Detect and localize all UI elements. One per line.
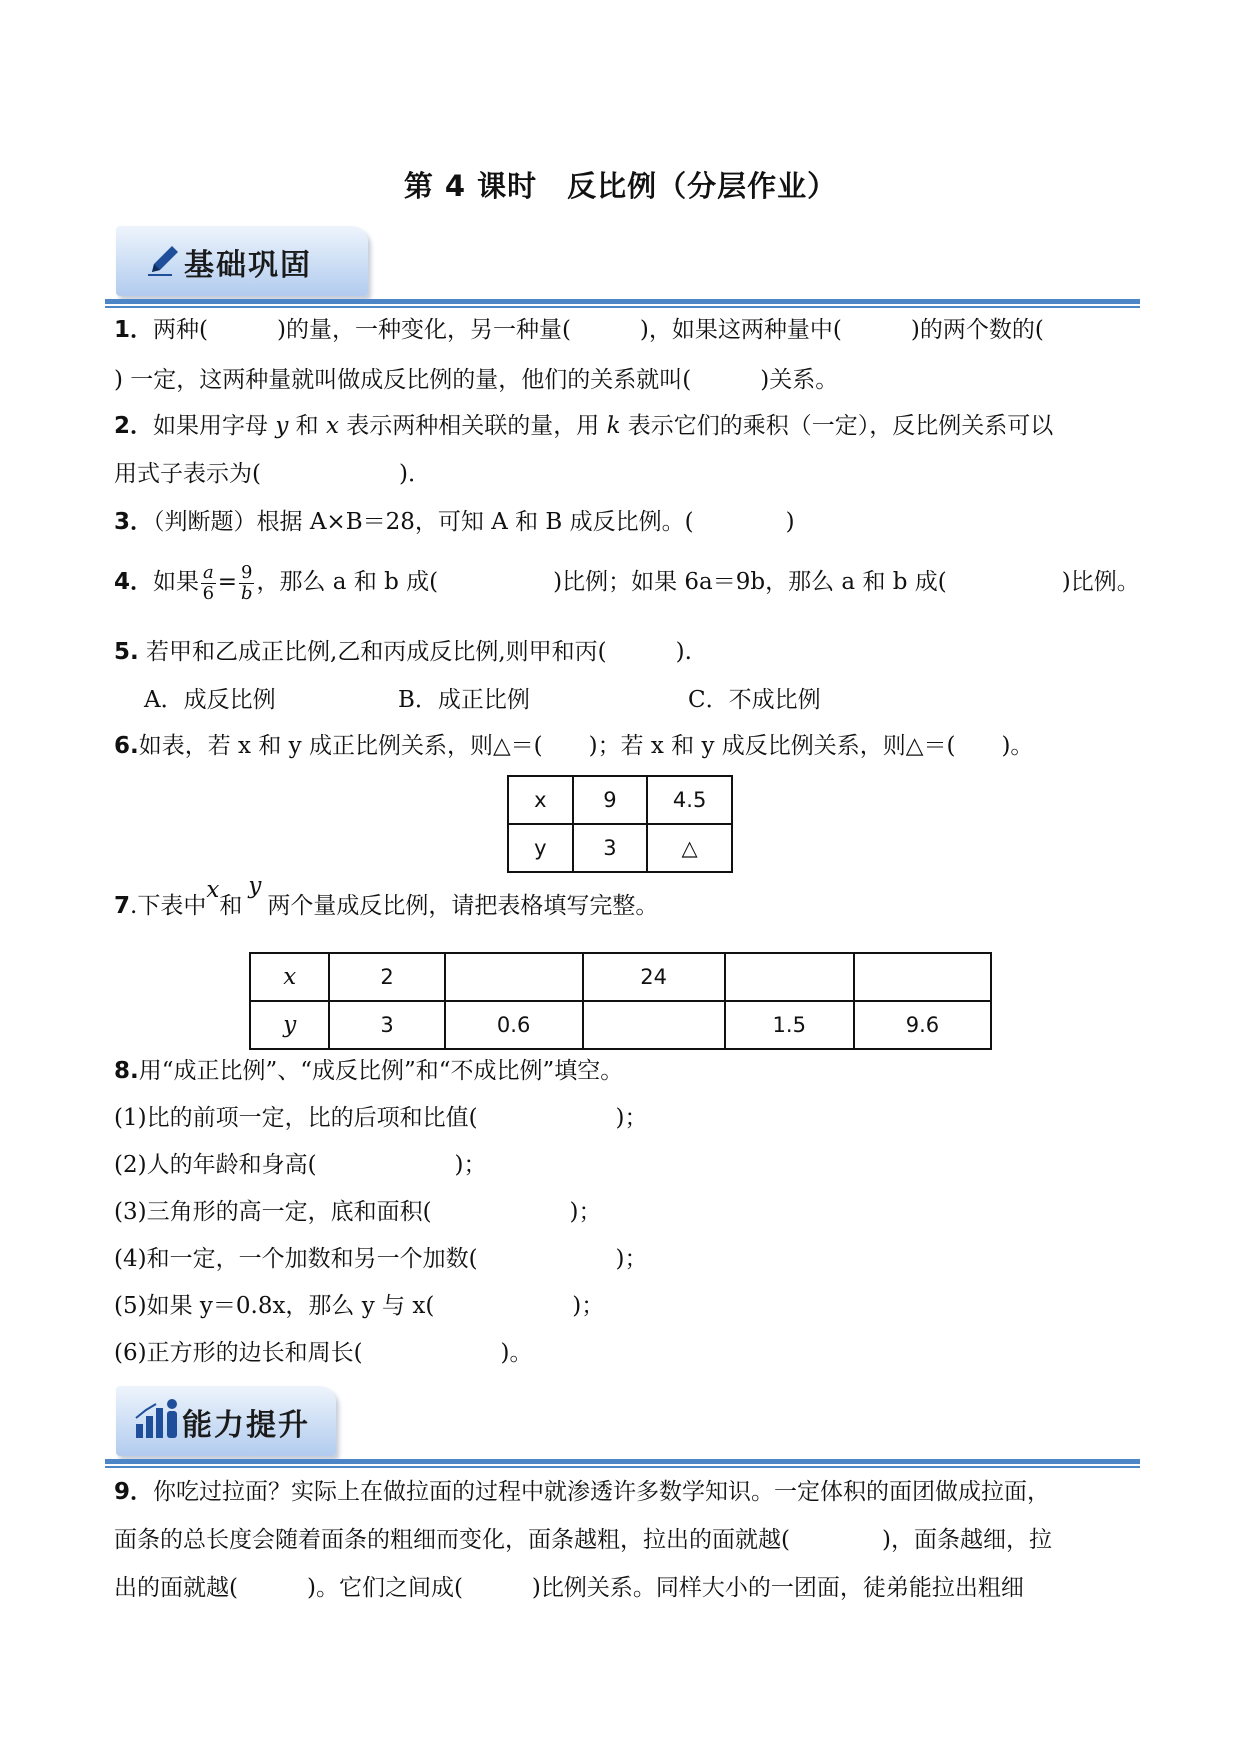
table-row — [250, 953, 991, 1001]
table-cell: 2 — [329, 953, 444, 1001]
table-cell — [725, 953, 854, 1001]
question-1-line-2: ) 一定，这两种量就叫做成反比例的量，他们的关系就叫( )关系。 — [114, 367, 839, 393]
question-2-line-2: 用式子表示为( )． — [114, 461, 431, 487]
table-cell: 4.5 — [647, 776, 732, 824]
question-5-option-b: B．成正比例 — [398, 687, 530, 713]
table-cell: △ — [647, 824, 732, 872]
question-3: 3．（判断题）根据 A×B＝28，可知 A 和 B 成反比例。( ) — [114, 509, 795, 535]
table-cell — [854, 953, 991, 1001]
question-8-item-6: (6)正方形的边长和周长( )。 — [114, 1340, 533, 1366]
section-divider — [105, 1459, 1140, 1464]
table-cell: x — [250, 953, 329, 1001]
question-8-item-2: (2)人的年龄和身高( )； — [114, 1152, 487, 1178]
question-5: 5. 若甲和乙成正比例,乙和丙成反比例,则甲和丙( ). — [114, 639, 692, 665]
table-cell: x — [508, 776, 573, 824]
question-9-line-3: 出的面就越( )。它们之间成( )比例关系。同样大小的一团面，徒弟能拉出粗细 — [114, 1575, 1024, 1601]
question-7-table — [249, 952, 992, 1050]
fraction-9-over-b: $\frac{9}{b}$ — [240, 561, 253, 604]
question-9-line-1: 9．你吃过拉面？实际上在做拉面的过程中就渗透许多数学知识。一定体积的面团做成拉面， — [114, 1479, 1051, 1505]
question-8-item-1: (1)比的前项一定，比的后项和比值( )； — [114, 1105, 648, 1131]
section-banner-basic — [116, 226, 368, 296]
section-divider-thin — [105, 1466, 1140, 1468]
question-8-item-4: (4)和一定，一个加数和另一个加数( )； — [114, 1246, 648, 1272]
table-cell: y — [250, 1001, 329, 1049]
table-row — [250, 1001, 991, 1049]
table-cell — [583, 1001, 725, 1049]
table-cell: 0.6 — [445, 1001, 583, 1049]
table-cell — [445, 953, 583, 1001]
section-label-basic: 基础巩固 — [184, 248, 312, 283]
question-6: 6.如表，若 x 和 y 成正比例关系，则△＝( )；若 x 和 y 成反比例关系，则△＝( )。 — [114, 733, 1034, 759]
table-row — [508, 776, 732, 824]
question-8-item-3: (3)三角形的高一定，底和面积( )； — [114, 1199, 602, 1225]
section-banner-advanced — [116, 1386, 336, 1456]
table-cell: 3 — [573, 824, 648, 872]
question-1-line-1: 1．两种( )的量，一种变化，另一种量( )，如果这两种量中( )的两个数的( — [114, 317, 1044, 343]
table-cell: 3 — [329, 1001, 444, 1049]
question-2-line-1: 2．如果用字母 y 和 x 表示两种相关联的量，用 k 表示它们的乘积（一定），反比例关系可以 — [114, 413, 1054, 439]
section-label-advanced: 能力提升 — [182, 1408, 310, 1443]
table-cell: 1.5 — [725, 1001, 854, 1049]
section-divider-thin — [105, 306, 1140, 308]
chart-person-icon — [134, 1396, 182, 1442]
question-8: 8.用“成正比例”、“成反比例”和“不成比例”填空。 — [114, 1058, 624, 1084]
page-title: 第 4 课时 反比例（分层作业） — [403, 169, 838, 203]
table-cell: 9 — [573, 776, 648, 824]
table-cell: y — [508, 824, 573, 872]
section-divider — [105, 299, 1140, 304]
question-8-item-5: (5)如果 y＝0.8x，那么 y 与 x( )； — [114, 1293, 605, 1319]
fraction-a-over-6: $\frac{a}{6}$ — [202, 561, 215, 604]
question-5-option-c: C．不成比例 — [688, 687, 821, 713]
question-7: 7.下表中x和y两个量成反比例，请把表格填写完整。 — [114, 873, 659, 919]
question-4: 4．如果 $\frac{a}{6}$ = $\frac{9}{b}$ ，那么 a 和 b 成( )比例；如果 6a＝9b，那么 a 和 b 成( )比例。 — [114, 561, 1140, 604]
pencil-icon — [144, 240, 184, 280]
table-cell: 24 — [583, 953, 725, 1001]
question-6-table — [507, 775, 733, 873]
question-9-line-2: 面条的总长度会随着面条的粗细而变化，面条越粗，拉出的面就越( )，面条越细，拉 — [114, 1527, 1052, 1553]
question-5-option-a: A．成反比例 — [144, 687, 276, 713]
table-cell: 9.6 — [854, 1001, 991, 1049]
table-row — [508, 824, 732, 872]
